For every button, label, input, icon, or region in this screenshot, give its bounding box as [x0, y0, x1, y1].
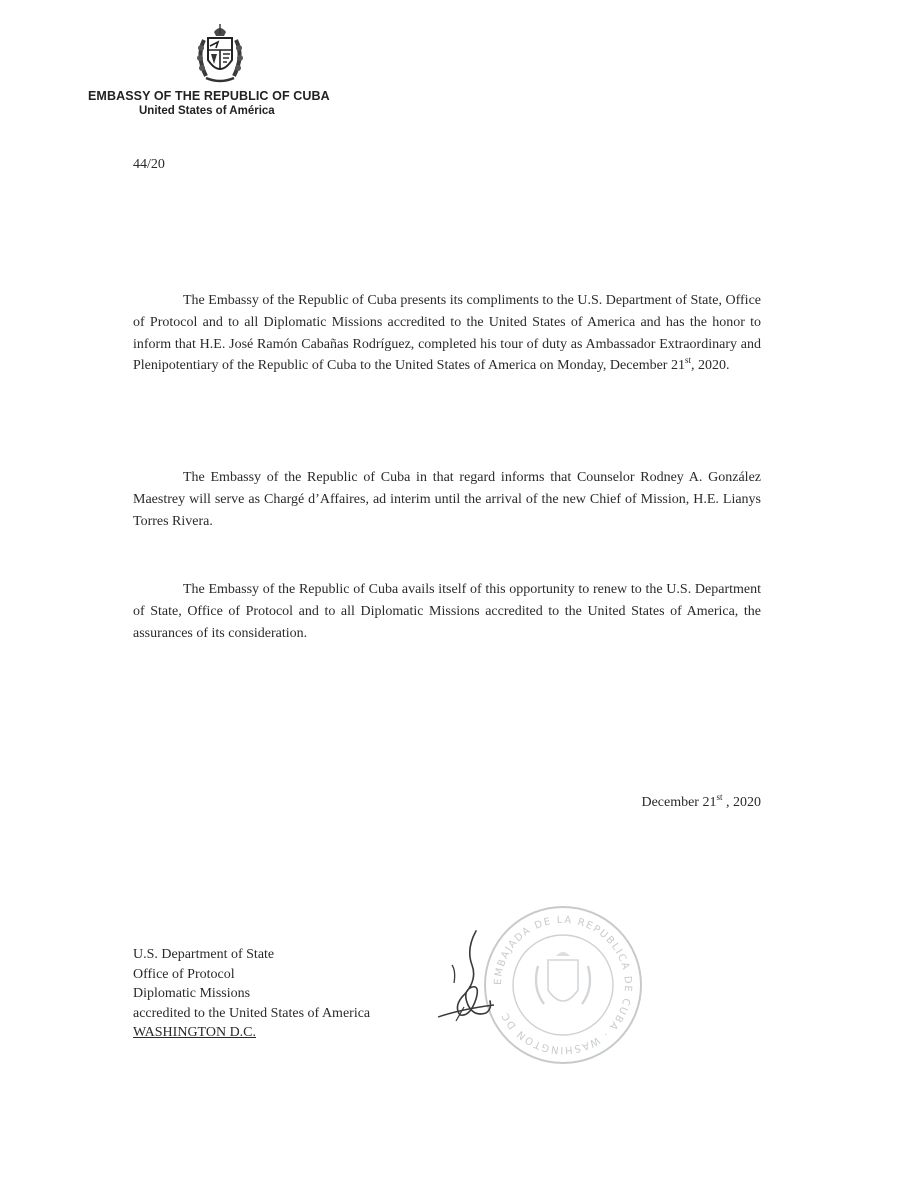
paragraph-announcement-text: The Embassy of the Republic of Cuba presents its compliments to the U.S. Department of State, Office of Protocol and to all Diplomatic Missions accredited to the United States of America and has the honor to inform that H.E. José Ramón Cabañas Rodríguez, completed his tour of duty as Ambassador Extraordinary and Plenipotentiary of the Republic of Cuba to the United States of America on Monday, December 21	[133, 293, 761, 374]
embassy-name: EMBASSY OF THE REPUBLIC OF CUBA	[88, 89, 330, 103]
embassy-seal-stamp-icon	[478, 900, 648, 1070]
seal-text: EMBAJADA DE LA REPUBLICA DE CUBA · WASHINGTON DC	[492, 914, 634, 1056]
address-line-missions: Diplomatic Missions	[133, 986, 251, 1001]
note-date	[641, 792, 761, 811]
address-line-accredited: accredited to the United States of America	[133, 1005, 371, 1021]
svg-text:EMBAJADA DE LA REPUBLICA DE CU	[493, 915, 633, 1055]
note-date-year: , 2020	[722, 795, 761, 810]
note-date-ordinal: st	[716, 792, 723, 802]
paragraph-announcement-year: , 2020.	[690, 358, 730, 374]
address-line-office: Office of Protocol	[133, 966, 235, 982]
address-line-city: WASHINGTON D.C.	[133, 1025, 257, 1040]
embassy-location: United States of América	[139, 105, 275, 117]
ordinal-suffix: st	[684, 355, 691, 366]
paragraph-closing-courtesy: The Embassy of the Republic of Cuba avails itself of this opportunity to renew to the U.S. Department of State, Office of Protocol and to all Diplomatic Missions accredited to the United States of America, the assurances of its consideration.	[133, 582, 761, 641]
cuba-coat-of-arms-icon	[192, 22, 248, 84]
recipient-address-block	[133, 945, 370, 1043]
paragraph-announcement	[133, 290, 761, 377]
address-line-department: U.S. Department of State	[133, 947, 275, 962]
paragraph-charge-daffaires: The Embassy of the Republic of Cuba in that regard informs that Counselor Rodney A. González Maestrey will serve as Chargé d’Affaires, ad interim until the arrival of the new Chief of Mission, H.E. Lianys Torres Rivera.	[133, 470, 761, 529]
handwritten-signature-icon	[432, 925, 502, 1035]
note-date-text: December 21	[641, 795, 717, 810]
note-reference-number: 44/20	[133, 157, 165, 172]
